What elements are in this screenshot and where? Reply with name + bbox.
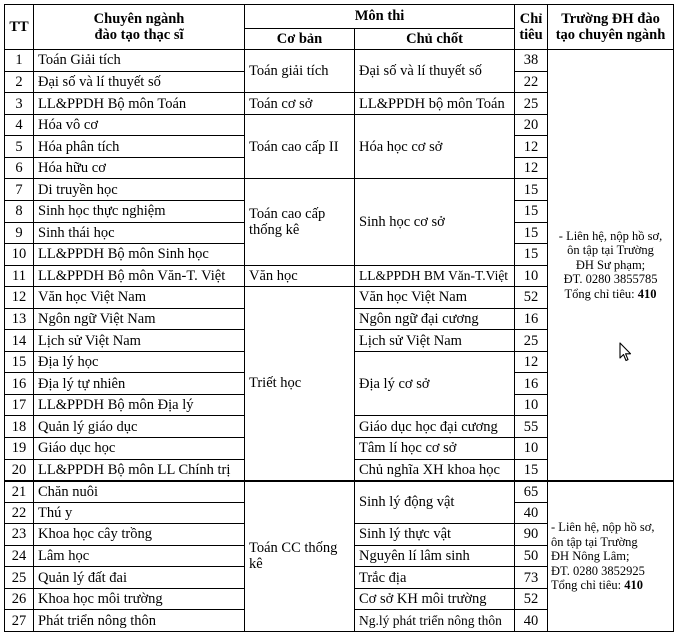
row-quota: 22 xyxy=(515,71,548,93)
sp-total-value: 410 xyxy=(637,286,657,301)
row-major: Ngôn ngữ Việt Nam xyxy=(34,308,245,330)
nl-total-label: Tổng chỉ tiêu: xyxy=(551,578,622,593)
nl-note-line2: ôn tập tại Trường xyxy=(551,534,638,549)
key-subject: Đại số và lí thuyết số xyxy=(355,50,515,93)
row-major: Hóa phân tích xyxy=(34,136,245,158)
row-quota: 40 xyxy=(515,610,548,632)
row-major: LL&PPDH Bộ môn Toán xyxy=(34,93,245,115)
row-major: Hóa vô cơ xyxy=(34,114,245,136)
header-basic: Cơ bản xyxy=(245,28,355,50)
key-subject: Trắc địa xyxy=(355,567,515,589)
basic-subject: Toán cao cấp II xyxy=(245,114,355,179)
row-tt: 3 xyxy=(5,93,34,115)
header-major-line2: đào tạo thạc sĩ xyxy=(94,27,184,44)
row-major: LL&PPDH Bộ môn LL Chính trị xyxy=(34,459,245,481)
row-quota: 10 xyxy=(515,394,548,416)
sp-university-note xyxy=(548,50,674,481)
nl-university-note xyxy=(548,481,674,632)
row-quota: 15 xyxy=(515,200,548,222)
row-tt: 2 xyxy=(5,71,34,93)
row-major: Sinh học thực nghiệm xyxy=(34,200,245,222)
sp-note-line3: ĐH Sư phạm; xyxy=(575,257,646,272)
header-major-line1: Chuyên ngành xyxy=(93,11,185,28)
admission-table xyxy=(4,4,674,632)
row-quota: 15 xyxy=(515,179,548,201)
row-tt: 11 xyxy=(5,265,34,287)
row-quota: 20 xyxy=(515,114,548,136)
row-quota: 38 xyxy=(515,50,548,72)
row-tt: 7 xyxy=(5,179,34,201)
row-tt: 4 xyxy=(5,114,34,136)
header-univ-line1: Trường ĐH đào xyxy=(561,11,660,28)
basic-subject: Văn học xyxy=(245,265,355,287)
row-major: Khoa học cây trồng xyxy=(34,524,245,546)
key-subject: Lịch sử Việt Nam xyxy=(355,330,515,352)
row-major: Thú y xyxy=(34,502,245,524)
row-tt: 23 xyxy=(5,524,34,546)
row-quota: 40 xyxy=(515,502,548,524)
key-subject: Giáo dục học đại cương xyxy=(355,416,515,438)
row-major: LL&PPDH Bộ môn Sinh học xyxy=(34,244,245,266)
header-key: Chủ chốt xyxy=(355,28,515,50)
row-major: Văn học Việt Nam xyxy=(34,287,245,309)
row-major: Toán Giải tích xyxy=(34,50,245,72)
row-major: LL&PPDH Bộ môn Địa lý xyxy=(34,394,245,416)
key-subject: Nguyên lí lâm sinh xyxy=(355,545,515,567)
header-subjects: Môn thi xyxy=(245,5,515,29)
header-quota-line1: Chỉ xyxy=(519,11,543,28)
row-quota: 15 xyxy=(515,459,548,481)
row-quota: 12 xyxy=(515,351,548,373)
row-quota: 15 xyxy=(515,222,548,244)
header-univ-line2: tạo chuyên ngành xyxy=(555,27,666,44)
row-tt: 27 xyxy=(5,610,34,632)
sp-note-line4: ĐT. 0280 3855785 xyxy=(563,272,658,287)
sp-total-label: Tổng chỉ tiêu: xyxy=(564,286,635,301)
row-major: Địa lý tự nhiên xyxy=(34,373,245,395)
basic-subject: Toán cơ sở xyxy=(245,93,355,115)
row-quota: 12 xyxy=(515,136,548,158)
nl-note-line3: ĐH Nông Lâm; xyxy=(551,549,630,564)
row-tt: 20 xyxy=(5,459,34,481)
row-quota: 73 xyxy=(515,567,548,589)
sp-note-line1: - Liên hệ, nộp hồ sơ, xyxy=(558,228,663,243)
key-subject: Sinh lý thực vật xyxy=(355,524,515,546)
row-tt: 8 xyxy=(5,200,34,222)
basic-subject: Toán giải tích xyxy=(245,50,355,93)
key-subject: Chủ nghĩa XH khoa học xyxy=(355,459,515,481)
row-major: Sinh thái học xyxy=(34,222,245,244)
mouse-pointer-icon xyxy=(619,342,633,362)
row-tt: 12 xyxy=(5,287,34,309)
row-major: Phát triển nông thôn xyxy=(34,610,245,632)
row-quota: 25 xyxy=(515,330,548,352)
row-major: Chăn nuôi xyxy=(34,481,245,503)
row-tt: 22 xyxy=(5,502,34,524)
row-major: Lâm học xyxy=(34,545,245,567)
row-major: Đại số và lí thuyết số xyxy=(34,71,245,93)
header-university xyxy=(548,5,674,50)
row-major: Quản lý đất đai xyxy=(34,567,245,589)
sp-note-line2: ôn tập tại Trường xyxy=(567,243,654,258)
key-subject: Tâm lí học cơ sở xyxy=(355,437,515,459)
key-subject: Hóa học cơ sở xyxy=(355,114,515,179)
header-tt: TT xyxy=(5,5,34,50)
row-quota: 10 xyxy=(515,437,548,459)
basic-subject: Triết học xyxy=(245,287,355,481)
row-tt: 9 xyxy=(5,222,34,244)
row-tt: 15 xyxy=(5,351,34,373)
row-quota: 90 xyxy=(515,524,548,546)
row-tt: 13 xyxy=(5,308,34,330)
row-quota: 50 xyxy=(515,545,548,567)
row-tt: 26 xyxy=(5,588,34,610)
key-subject: LL&PPDH BM Văn-T.Việt xyxy=(355,265,515,287)
admission-table-sheet xyxy=(4,4,673,632)
row-tt: 6 xyxy=(5,157,34,179)
row-tt: 14 xyxy=(5,330,34,352)
row-major: LL&PPDH Bộ môn Văn-T. Việt xyxy=(34,265,245,287)
row-quota: 52 xyxy=(515,287,548,309)
row-quota: 16 xyxy=(515,308,548,330)
row-major: Giáo dục học xyxy=(34,437,245,459)
row-major: Hóa hữu cơ xyxy=(34,157,245,179)
key-subject: Ngôn ngữ đại cương xyxy=(355,308,515,330)
header-quota-line2: tiêu xyxy=(519,27,543,44)
row-tt: 19 xyxy=(5,437,34,459)
key-subject: Cơ sở KH môi trường xyxy=(355,588,515,610)
row-tt: 16 xyxy=(5,373,34,395)
key-subject: Văn học Việt Nam xyxy=(355,287,515,309)
row-quota: 10 xyxy=(515,265,548,287)
row-major: Quản lý giáo dục xyxy=(34,416,245,438)
row-tt: 21 xyxy=(5,481,34,503)
row-tt: 5 xyxy=(5,136,34,158)
key-subject: Sinh học cơ sở xyxy=(355,179,515,265)
key-subject: Ng.lý phát triển nông thôn xyxy=(355,610,515,632)
row-quota: 52 xyxy=(515,588,548,610)
nl-total-value: 410 xyxy=(624,578,644,593)
row-tt: 1 xyxy=(5,50,34,72)
key-subject: Sinh lý động vật xyxy=(355,481,515,524)
basic-subject: Toán CC thống kê xyxy=(245,481,355,632)
row-tt: 18 xyxy=(5,416,34,438)
header-quota xyxy=(515,5,548,50)
key-subject: LL&PPDH bộ môn Toán xyxy=(355,93,515,115)
row-major: Khoa học môi trường xyxy=(34,588,245,610)
row-quota: 65 xyxy=(515,481,548,503)
row-tt: 24 xyxy=(5,545,34,567)
row-tt: 17 xyxy=(5,394,34,416)
row-quota: 55 xyxy=(515,416,548,438)
row-tt: 25 xyxy=(5,567,34,589)
row-major: Di truyền học xyxy=(34,179,245,201)
row-quota: 25 xyxy=(515,93,548,115)
row-quota: 15 xyxy=(515,244,548,266)
row-major: Địa lý học xyxy=(34,351,245,373)
basic-subject: Toán cao cấp thống kê xyxy=(245,179,355,265)
header-major xyxy=(34,5,245,50)
row-major: Lịch sử Việt Nam xyxy=(34,330,245,352)
key-subject: Địa lý cơ sở xyxy=(355,351,515,416)
row-quota: 16 xyxy=(515,373,548,395)
nl-note-line1: - Liên hệ, nộp hồ sơ, xyxy=(551,520,655,535)
row-quota: 12 xyxy=(515,157,548,179)
row-tt: 10 xyxy=(5,244,34,266)
nl-note-line4: ĐT. 0280 3852925 xyxy=(551,563,645,578)
